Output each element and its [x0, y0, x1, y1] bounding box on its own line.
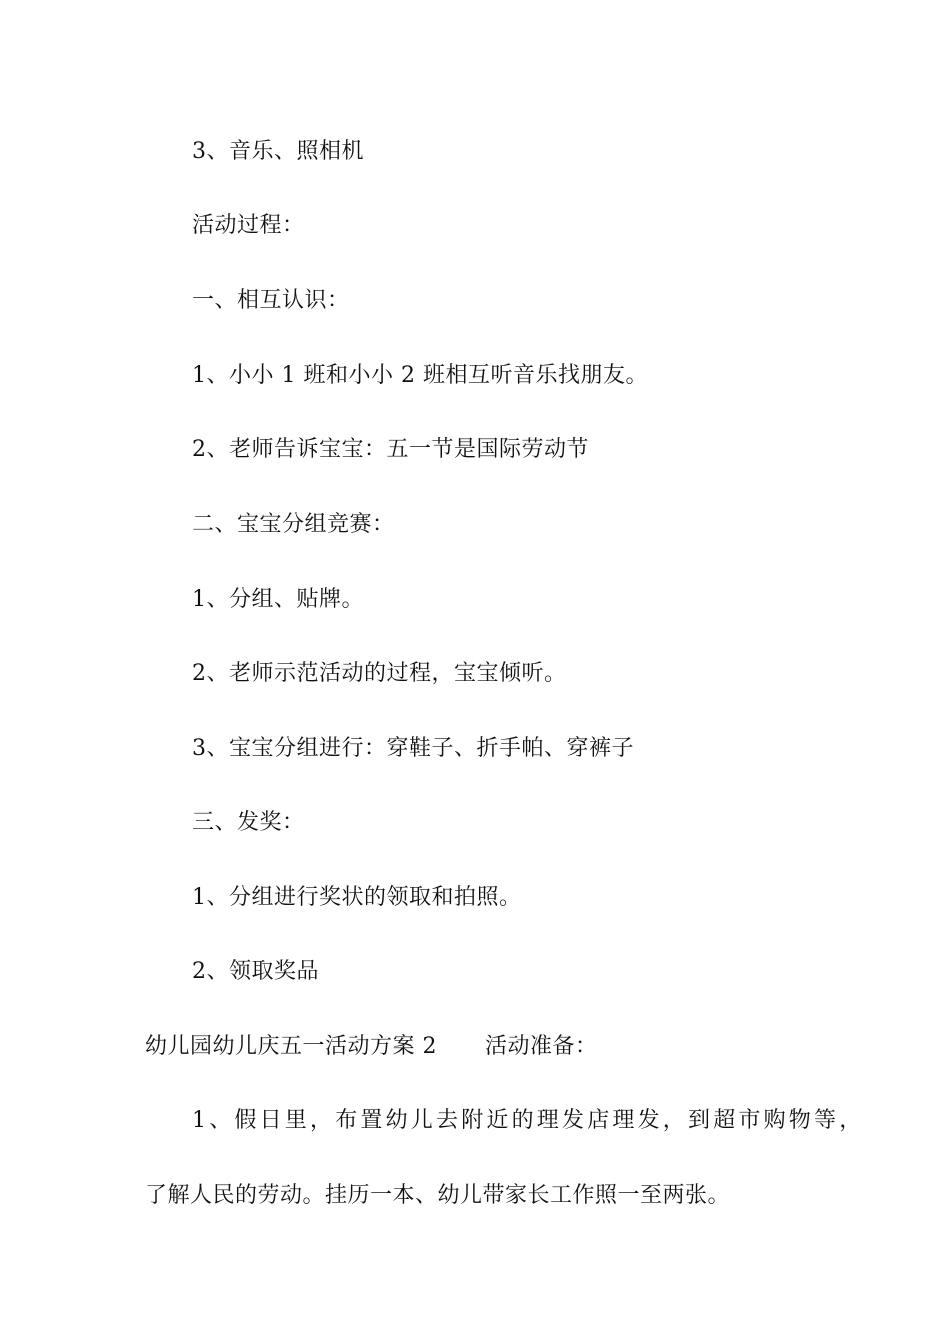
text-line: 2、老师示范活动的过程，宝宝倾听。: [192, 661, 567, 686]
paragraph-line: 1、假日里，布置幼儿去附近的理发店理发，到超市购物等，: [192, 1108, 865, 1133]
text-line: 1、小小 1 班和小小 2 班相互听音乐找朋友。: [192, 363, 648, 388]
text-line: 三、发奖：: [192, 810, 305, 835]
text-line: 1、分组、贴牌。: [192, 587, 364, 612]
section-heading: [145, 1032, 598, 1062]
section-subtitle: 活动准备：: [485, 1034, 598, 1059]
text-line: 活动过程：: [192, 213, 305, 238]
text-line: 1、分组进行奖状的领取和拍照。: [192, 885, 522, 910]
text-line: 3、音乐、照相机: [192, 139, 364, 164]
section-title: 幼儿园幼儿庆五一活动方案 2: [145, 1034, 437, 1059]
text-line: 2、老师告诉宝宝：五一节是国际劳动节: [192, 437, 589, 462]
text-line: 一、相互认识：: [192, 288, 350, 313]
text-line: 3、宝宝分组进行：穿鞋子、折手帕、穿裤子: [192, 736, 634, 761]
paragraph-line: 了解人民的劳动。挂历一本、幼儿带家长工作照一至两张。: [145, 1183, 731, 1208]
text-line: 二、宝宝分组竞赛：: [192, 512, 395, 537]
text-line: 2、领取奖品: [192, 959, 319, 984]
